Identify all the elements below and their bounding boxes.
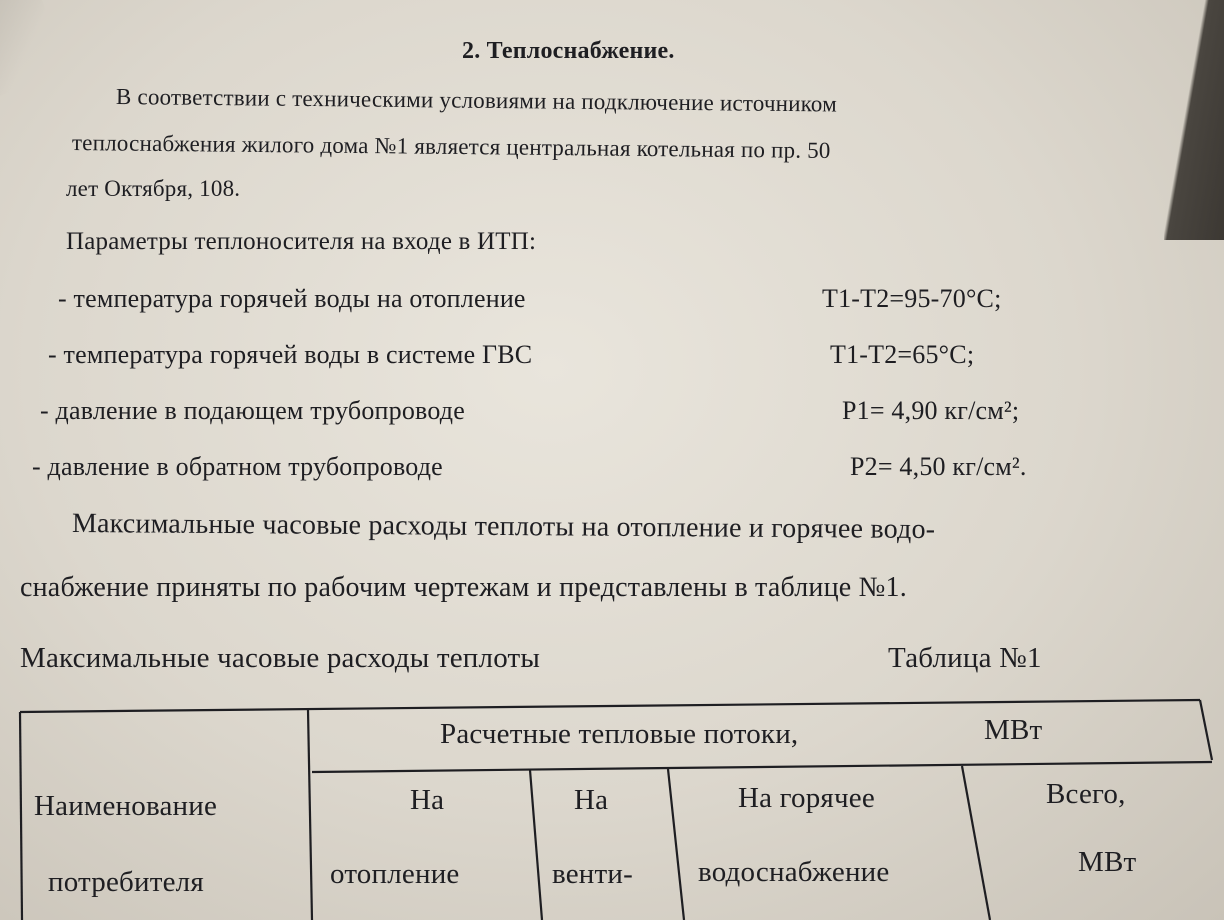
param-label-1: - температура горячей воды на отопление [58,284,526,313]
intro-line-3: лет Октября, 108. [66,176,241,201]
intro-line-1: В соответствии с техническими условиями на подключение источником [115,84,838,117]
intro-line-2: теплоснабжения жилого дома №1 является центральная котельная по пр. 50 [71,130,831,163]
col-heating-line1: На [410,784,445,816]
table-group-unit: МВт [984,714,1043,746]
param-value-3: Р1= 4,90 кг/см²; [842,396,1020,425]
col-hotwater-line1: На горячее [738,782,875,814]
param-value-1: Т1-Т2=95-70°С; [822,284,1002,313]
params-heading: Параметры теплоносителя на входе в ИТП: [66,228,537,255]
param-value-4: Р2= 4,50 кг/см². [850,452,1027,481]
section-heading: 2. Теплоснабжение. [462,38,675,64]
col-heating-line2: отопление [330,858,460,890]
col-hotwater-line2: водоснабжение [698,856,890,888]
max-line-1: Максимальные часовые расходы теплоты на отопление и горячее водо- [71,508,936,546]
col-ventilation-line1: На [574,784,609,816]
col-total-line1: Всего, [1046,778,1126,810]
table-caption: Максимальные часовые расходы теплоты [20,642,541,674]
max-line-2: снабжение приняты по рабочим чертежам и представлены в таблице №1. [20,572,907,603]
param-label-2: - температура горячей воды в системе ГВС [48,340,533,369]
consumer-header-line1: Наименование [34,790,218,822]
table-group-header: Расчетные тепловые потоки, [440,718,799,750]
param-label-4: - давление в обратном трубопроводе [32,452,443,481]
col-ventilation-line2: венти- [552,858,633,890]
param-value-2: Т1-Т2=65°С; [830,340,975,369]
param-label-3: - давление в подающем трубопроводе [40,396,465,425]
col-total-line2: МВт [1078,846,1137,878]
table-number: Таблица №1 [888,642,1042,674]
consumer-header-line2: потребителя [48,866,204,898]
